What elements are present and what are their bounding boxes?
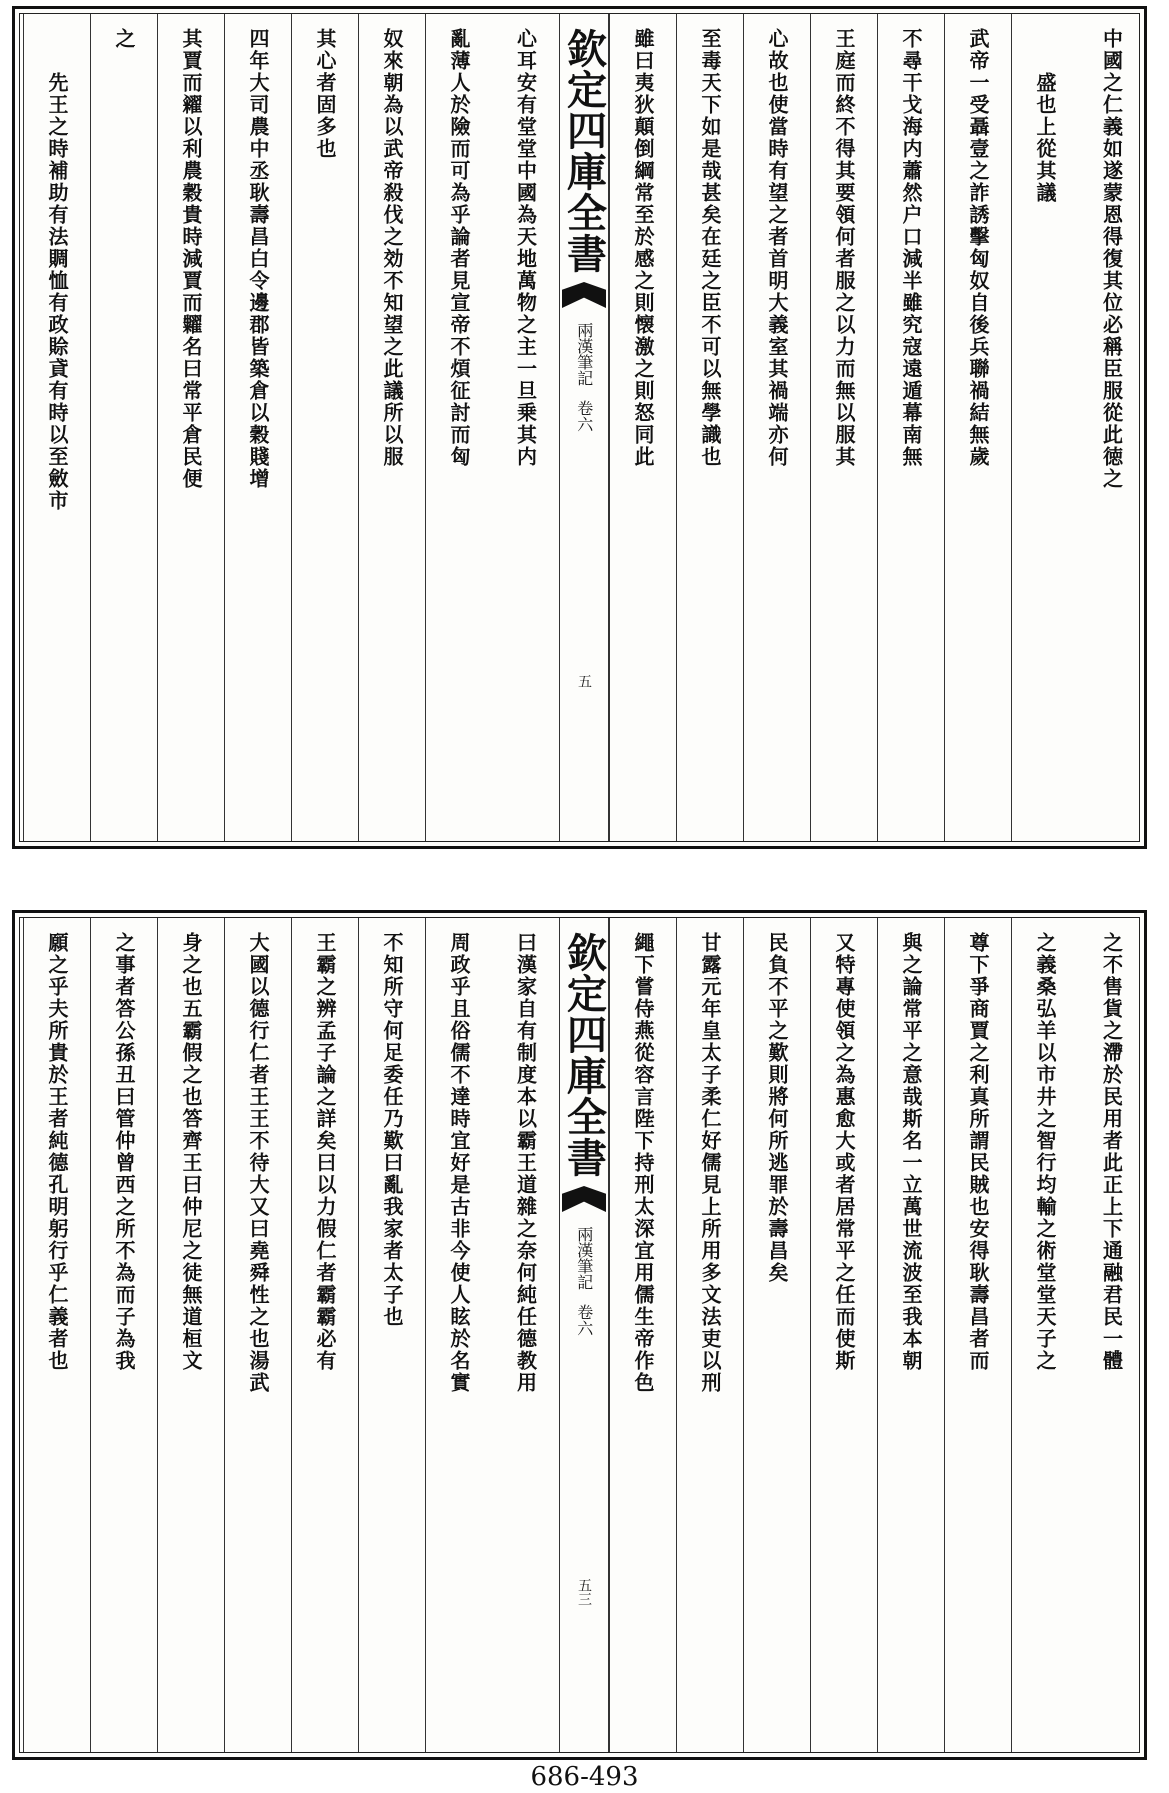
text-column: [609, 14, 676, 841]
text-column: [358, 918, 425, 1752]
text-column: [944, 918, 1011, 1752]
column-text: 周政乎且俗儒不達時宜好是古非今使人眩於名實: [447, 932, 471, 1394]
center-fold-title: 欽定四庫全書: [560, 28, 608, 274]
text-column: [224, 14, 291, 841]
page-number-footer: 686-493: [530, 1762, 639, 1792]
fishtail-mark-icon: [562, 282, 606, 308]
column-text: 其賈而糴以利農穀貴時減賈而糶名曰常平倉民便: [179, 28, 203, 490]
bottom-page: [12, 910, 1147, 1760]
text-column: [743, 918, 810, 1752]
text-column: [23, 14, 90, 841]
center-fold-book: 兩漢筆記: [574, 1226, 594, 1290]
center-fold: [559, 918, 609, 1752]
text-column: [291, 918, 358, 1752]
column-text: 中國之仁義如遂蒙恩得復其位必稱臣服從此徳之: [1099, 28, 1124, 490]
column-text: 身之也五霸假之也答齊王曰仲尼之徒無道桓文: [179, 932, 203, 1372]
center-fold-volume: 卷六: [574, 400, 594, 432]
center-fold: [559, 14, 609, 841]
column-text: 王庭而終不得其要領何者服之以力而無以服其: [832, 28, 856, 468]
column-text: 先王之時補助有法賙恤有政賒貣有時以至斂市: [45, 72, 69, 512]
column-text: 至毒天下如是哉甚矣在廷之臣不可以無學識也: [698, 28, 722, 468]
text-column: [1011, 14, 1078, 841]
column-text: 奴來朝為以武帝殺伐之効不知望之此議所以服: [380, 28, 404, 468]
center-fold-title: 欽定四庫全書: [560, 932, 608, 1178]
text-column: [1078, 918, 1145, 1752]
column-text: 其心者固多也: [313, 28, 337, 160]
column-text: 雖曰夷狄顛倒綱常至於感之則懐激之則怒同此: [631, 28, 655, 468]
column-text: 盛也上從其議: [1033, 72, 1057, 204]
top-page: [12, 6, 1147, 849]
center-fold-page: 五三: [576, 1578, 592, 1606]
column-text: 武帝一受聶壹之詐誘擊匈奴自後兵聯禍結無歲: [966, 28, 990, 468]
text-column: [676, 14, 743, 841]
text-column: [90, 14, 157, 841]
center-fold-book: 兩漢筆記: [574, 322, 594, 386]
text-column: [23, 918, 90, 1752]
column-text: 甘露元年皇太子柔仁好儒見上所用多文法吏以刑: [698, 932, 722, 1394]
text-column: [743, 14, 810, 841]
column-text: 繩下嘗侍燕從容言陛下持刑太深宜用儒生帝作色: [631, 932, 655, 1394]
top-page-frame: [19, 13, 1140, 842]
text-column: [810, 14, 877, 841]
text-column: [877, 918, 944, 1752]
column-text: 之不售貨之滯於民用者此正上下通融君民一體: [1099, 932, 1124, 1372]
text-column: [157, 918, 224, 1752]
fishtail-mark-icon: [562, 1186, 606, 1212]
text-column: [157, 14, 224, 841]
column-text: 願之乎夫所貴於王者純德孔明躬行乎仁義者也: [45, 932, 69, 1372]
text-column: [944, 14, 1011, 841]
column-text: 民負不平之歎則將何所逃罪於壽昌矣: [765, 932, 789, 1284]
text-column: [877, 14, 944, 841]
center-fold-volume: 卷六: [574, 1304, 594, 1336]
text-column: [609, 918, 676, 1752]
text-column: [810, 918, 877, 1752]
column-text: 四年大司農中丞耿壽昌白令邊郡皆築倉以穀賤增: [246, 28, 270, 490]
column-text: 王霸之辨孟子論之詳矣曰以力假仁者霸霸必有: [313, 932, 337, 1372]
column-text: 之義桑弘羊以市井之智行均輸之術堂堂天子之: [1033, 932, 1057, 1372]
column-text: 不知所守何足委任乃歎曰亂我家者太子也: [380, 932, 404, 1328]
text-column: [224, 918, 291, 1752]
center-fold-page: 五: [576, 674, 592, 688]
column-text: 心耳安有堂堂中國為天地萬物之主一旦乗其内: [513, 28, 538, 468]
text-column: [492, 14, 559, 841]
column-text: 之: [112, 28, 136, 50]
text-column: [291, 14, 358, 841]
text-column: [1011, 918, 1078, 1752]
text-column: [90, 918, 157, 1752]
column-text: 大國以德行仁者王王不待大又曰堯舜性之也湯武: [246, 932, 270, 1394]
column-text: 尊下爭商賈之利真所謂民賊也安得耿壽昌者而: [966, 932, 990, 1372]
bottom-page-frame: [19, 917, 1140, 1753]
text-column: [358, 14, 425, 841]
column-text: 又特專使領之為惠愈大或者居常平之任而使斯: [832, 932, 856, 1372]
column-text: 曰漢家自有制度本以霸王道雜之奈何純任德教用: [513, 932, 538, 1394]
column-text: 與之論常平之意哉斯名一立萬世流波至我本朝: [899, 932, 923, 1372]
text-column: [1078, 14, 1145, 841]
text-column: [425, 14, 492, 841]
text-column: [425, 918, 492, 1752]
column-text: 之事者答公孫丑曰管仲曾西之所不為而子為我: [112, 932, 136, 1372]
column-text: 不尋干戈海内蕭然户口減半雖究寇遠遁幕南無: [899, 28, 923, 468]
text-column: [676, 918, 743, 1752]
column-text: 亂薄人於險而可為乎論者見宣帝不煩征討而匈: [447, 28, 471, 468]
text-column: [492, 918, 559, 1752]
column-text: 心故也使當時有望之者首明大義室其禍端亦何: [765, 28, 789, 468]
